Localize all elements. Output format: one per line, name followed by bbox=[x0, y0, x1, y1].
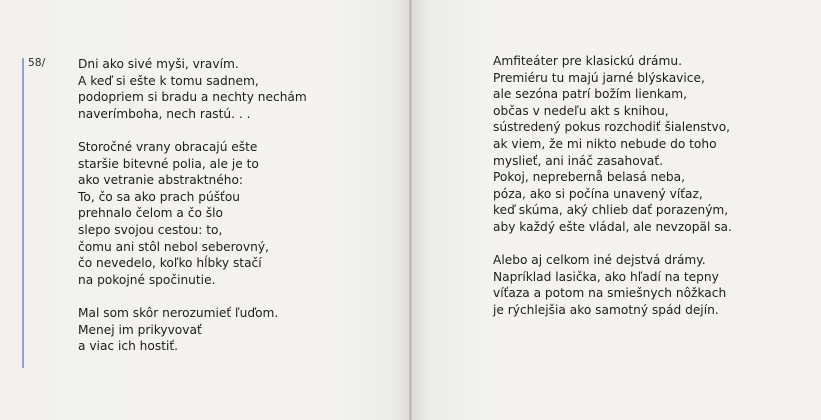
stanza bbox=[493, 53, 803, 236]
left-poem bbox=[78, 56, 398, 371]
stanza bbox=[78, 305, 398, 355]
poem-line: A keď si ešte k tomu sadnem, bbox=[78, 73, 259, 88]
poem-line: Mal som skôr nerozumieť ľuďom. bbox=[78, 305, 279, 320]
margin-rule bbox=[22, 58, 24, 368]
poem-line: občas v nedeľu akt s knihou, bbox=[493, 103, 669, 118]
poem-line: Amfiteáter pre klasickú drámu. bbox=[493, 54, 682, 68]
poem-line: keď skúma, aký chlieb dať porazeným, bbox=[493, 203, 729, 218]
poem-line: ak viem, že mi nikto nebude do toho bbox=[493, 136, 717, 151]
poem-line: Pokoj, neprebernå belasá neba, bbox=[493, 170, 685, 185]
poem-line: Storočné vrany obracajú ešte bbox=[78, 139, 258, 154]
stanza bbox=[78, 56, 398, 122]
poem-line: Dni ako sivé myši, vravím. bbox=[78, 57, 239, 71]
stanza bbox=[78, 139, 398, 288]
poem-line: je rýchlejšia ako samotný spád dejín. bbox=[493, 302, 719, 317]
poem-line: na pokojné spočinutie. bbox=[78, 272, 216, 287]
poem-line: čomu ani stôl nebol seberovný, bbox=[78, 239, 269, 254]
poem-line: naverímboha, nech rastú. . . bbox=[78, 106, 251, 121]
poem-line: a viac ich hostiť. bbox=[78, 339, 179, 354]
poem-line: víťaza a potom na smiešnych nôžkach bbox=[493, 286, 727, 301]
stanza bbox=[493, 252, 803, 318]
poem-line: ako vetranie abstraktného: bbox=[78, 173, 244, 188]
poem-line: Premiéru tu majú jarné blýskavice, bbox=[493, 70, 705, 85]
poem-line: staršie bitevné polia, ale je to bbox=[78, 156, 259, 171]
poem-line: slepo svojou cestou: to, bbox=[78, 222, 223, 237]
poem-line: ale sezóna patrí božím lienkam, bbox=[493, 87, 688, 102]
poem-line: myslieť, ani ináč zasahovať. bbox=[493, 153, 664, 168]
book-gutter bbox=[409, 0, 412, 420]
poem-line: Alebo aj celkom iné dejstvá drámy. bbox=[493, 253, 706, 268]
poem-line: sústredený pokus rozchodiť šialenstvo, bbox=[493, 120, 731, 135]
poem-line: čo nevedelo, koľko hĺbky stačí bbox=[78, 256, 262, 271]
poem-line: póza, ako si počína unavený víťaz, bbox=[493, 186, 703, 201]
poem-line: aby každý ešte vládal, ale nevzopäl sa. bbox=[493, 219, 732, 234]
poem-line: podopriem si bradu a nechty nechám bbox=[78, 90, 307, 105]
page-number: 58/ bbox=[28, 57, 46, 69]
right-poem bbox=[493, 53, 803, 335]
poem-line: prehnalo čelom a čo šlo bbox=[78, 206, 223, 221]
poem-line: To, čo sa ako prach púšťou bbox=[78, 189, 241, 204]
poem-line: Menej im prikyvovať bbox=[78, 322, 202, 337]
poem-line: Napríklad lasička, ako hľadí na tepny bbox=[493, 269, 719, 284]
